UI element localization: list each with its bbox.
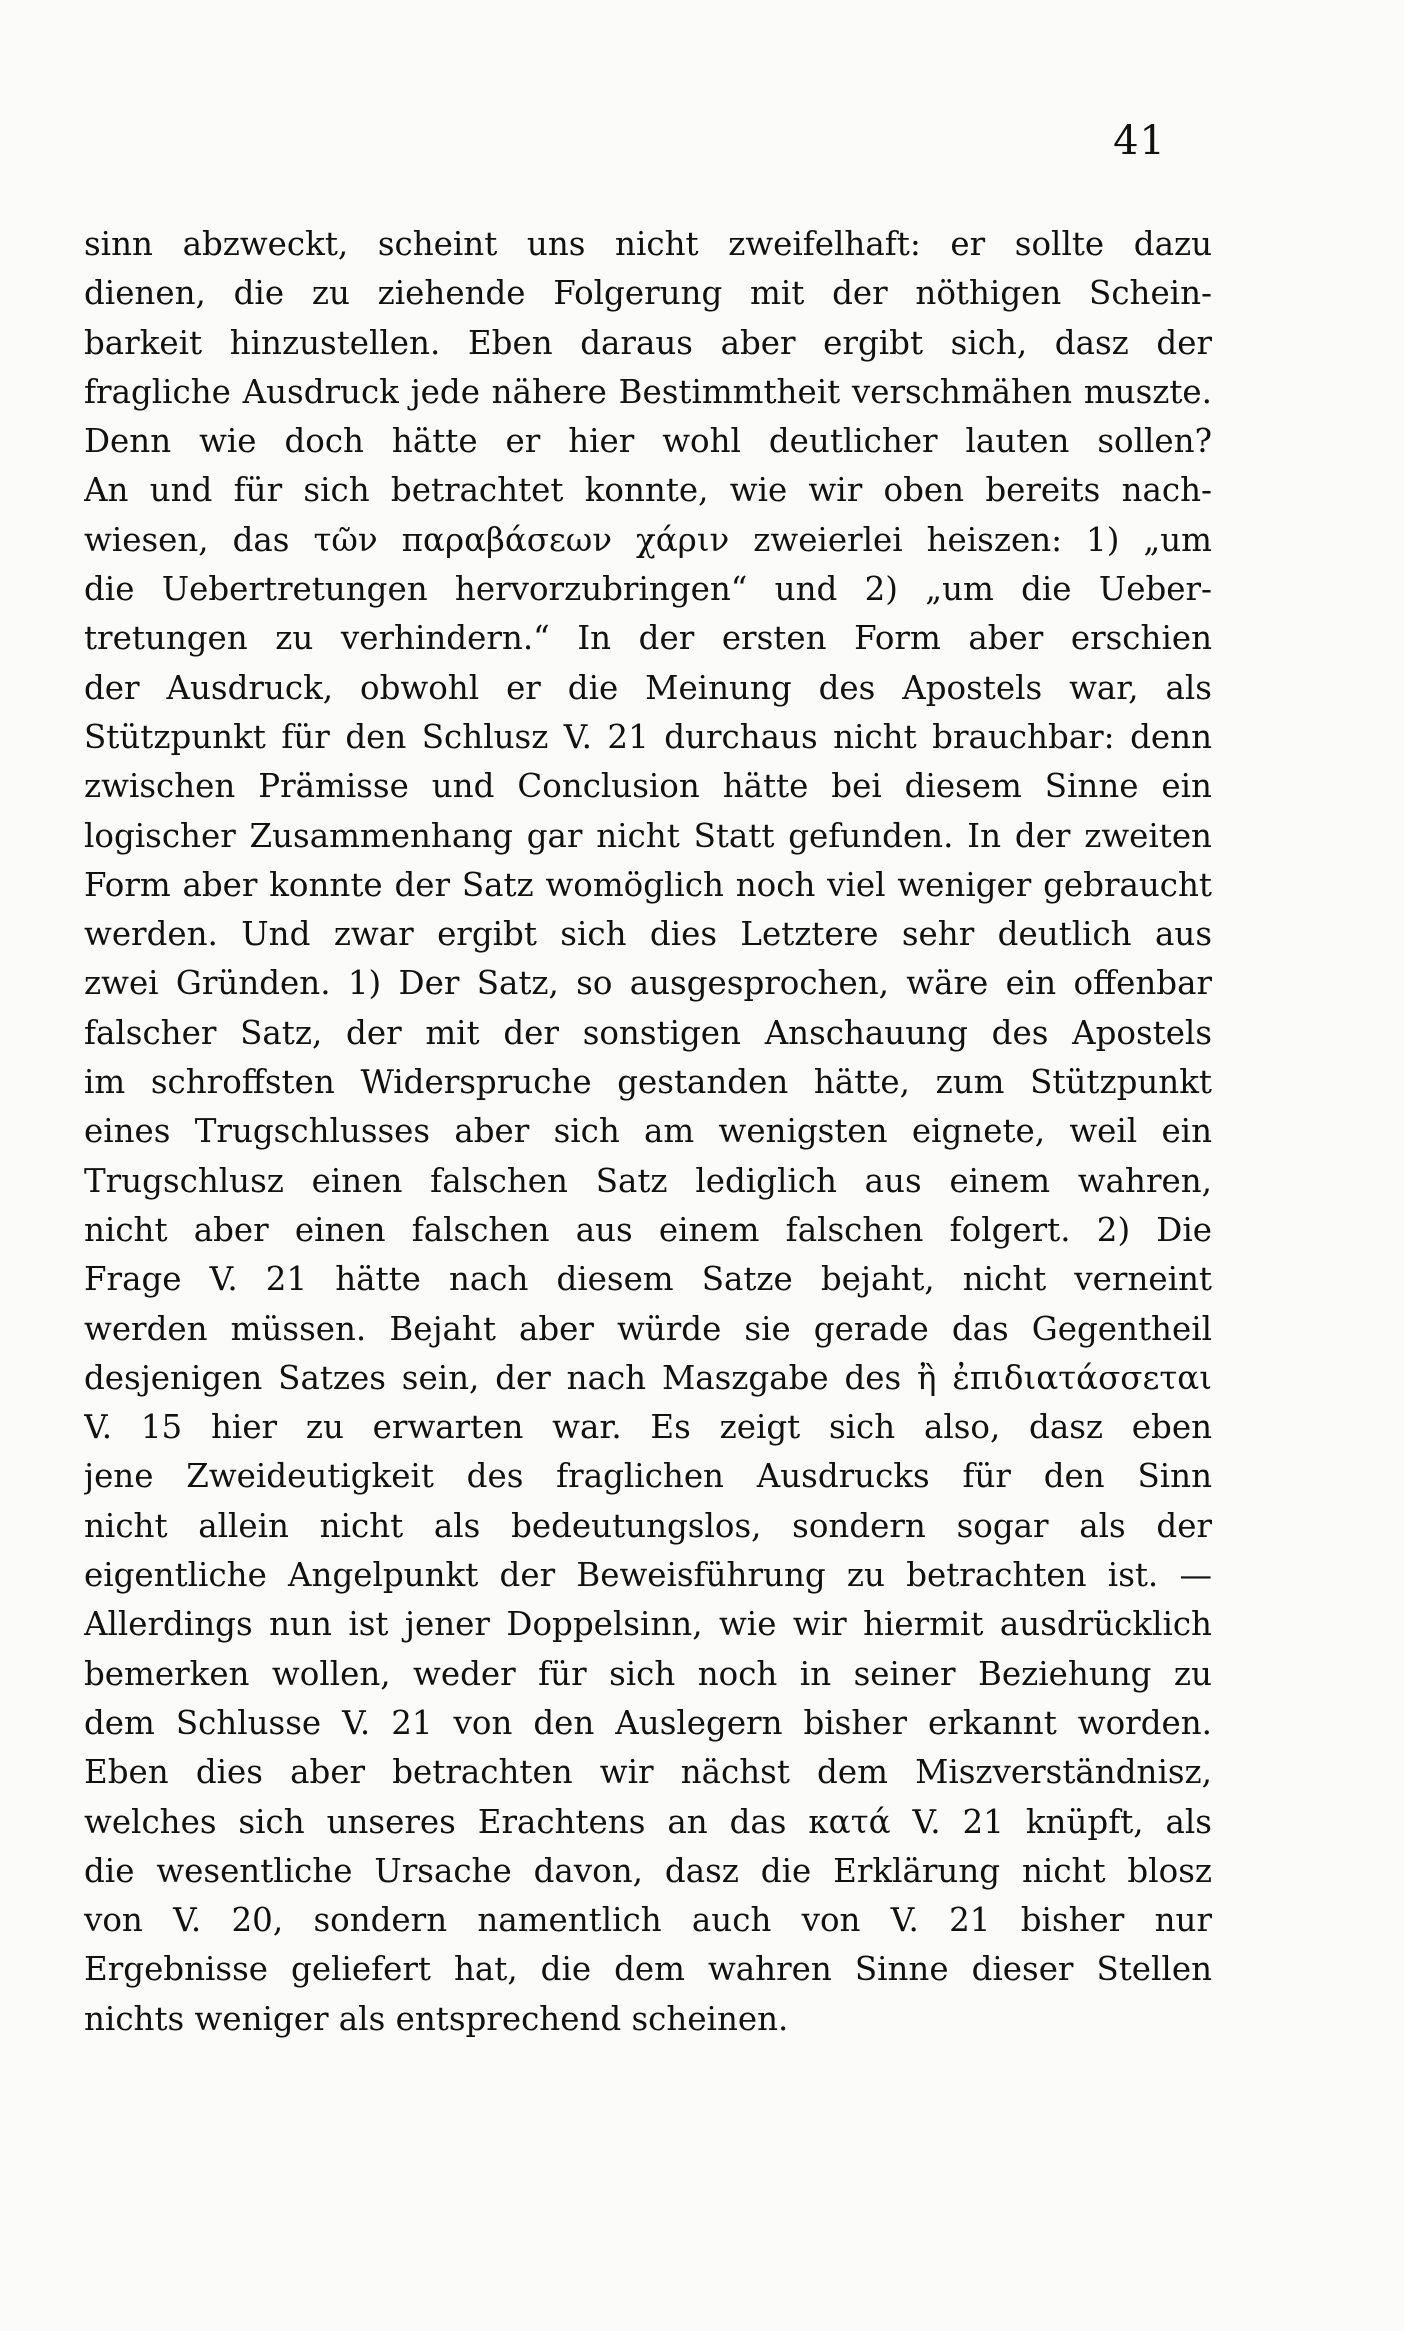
- text-line: desjenigen Satzes sein, der nach Maszgabe des ἢ ἐπιδιατάσσεται: [84, 1358, 1212, 1397]
- text-line: Stützpunkt für den Schlusz V. 21 durchaus nicht brauchbar: denn: [84, 717, 1212, 756]
- text-line: nicht allein nicht als bedeutungslos, sondern sogar als der: [84, 1506, 1212, 1545]
- text-line: bemerken wollen, weder für sich noch in seiner Beziehung zu: [84, 1654, 1212, 1693]
- text-line: tretungen zu verhindern.“ In der ersten Form aber erschien: [84, 619, 1212, 658]
- text-line: dienen, die zu ziehende Folgerung mit der nöthigen Schein-: [84, 274, 1212, 313]
- text-line: Ergebnisse geliefert hat, die dem wahren Sinne dieser Stellen: [84, 1950, 1212, 1989]
- text-line: Trugschlusz einen falschen Satz lediglich aus einem wahren,: [84, 1161, 1212, 1200]
- text-line: Allerdings nun ist jener Doppelsinn, wie wir hiermit ausdrücklich: [84, 1605, 1212, 1644]
- text-line: im schroffsten Widerspruche gestanden hätte, zum Stützpunkt: [84, 1063, 1212, 1102]
- text-line: logischer Zusammenhang gar nicht Statt gefunden. In der zweiten: [84, 816, 1212, 855]
- text-line: Frage V. 21 hätte nach diesem Satze bejaht, nicht verneint: [84, 1260, 1212, 1299]
- text-line: von V. 20, sondern namentlich auch von V. 21 bisher nur: [84, 1901, 1212, 1940]
- text-line: werden. Und zwar ergibt sich dies Letztere sehr deutlich aus: [84, 915, 1212, 954]
- text-line: zwischen Prämisse und Conclusion hätte bei diesem Sinne ein: [84, 767, 1212, 806]
- text-line: Form aber konnte der Satz womöglich noch viel weniger gebraucht: [84, 865, 1212, 904]
- text-line: nicht aber einen falschen aus einem falschen folgert. 2) Die: [84, 1210, 1212, 1249]
- text-line: werden müssen. Bejaht aber würde sie gerade das Gegentheil: [84, 1309, 1212, 1348]
- text-line: der Ausdruck, obwohl er die Meinung des Apostels war, als: [84, 668, 1212, 707]
- text-line: wiesen, das τῶν παραβάσεων χάριν zweierlei heiszen: 1) „um: [84, 520, 1212, 559]
- text-line: fragliche Ausdruck jede nähere Bestimmtheit verschmähen muszte.: [84, 372, 1212, 411]
- text-line: Denn wie doch hätte er hier wohl deutlicher lauten sollen?: [84, 422, 1212, 461]
- text-line: V. 15 hier zu erwarten war. Es zeigt sich also, dasz eben: [84, 1408, 1212, 1447]
- text-line: Eben dies aber betrachten wir nächst dem Miszverständnisz,: [84, 1753, 1212, 1792]
- text-line: zwei Gründen. 1) Der Satz, so ausgesprochen, wäre ein offenbar: [84, 964, 1212, 1003]
- text-line: falscher Satz, der mit der sonstigen Anschauung des Apostels: [84, 1013, 1212, 1052]
- text-line: jene Zweideutigkeit des fraglichen Ausdrucks für den Sinn: [84, 1457, 1212, 1496]
- text-line: welches sich unseres Erachtens an das κατά V. 21 knüpft, als: [84, 1802, 1212, 1841]
- text-line: barkeit hinzustellen. Eben daraus aber ergibt sich, dasz der: [84, 323, 1212, 362]
- text-line: sinn abzweckt, scheint uns nicht zweifelhaft: er sollte dazu: [84, 225, 1212, 263]
- text-line: eigentliche Angelpunkt der Beweisführung zu betrachten ist. —: [84, 1556, 1212, 1595]
- page-number: 41: [1113, 118, 1166, 164]
- text-line: An und für sich betrachtet konnte, wie wir oben bereits nach-: [84, 471, 1212, 510]
- text-line: nichts weniger als entsprechend scheinen.: [84, 1999, 789, 2038]
- text-line: die Uebertretungen hervorzubringen“ und 2) „um die Ueber-: [84, 570, 1212, 609]
- text-line: eines Trugschlusses aber sich am wenigsten eignete, weil ein: [84, 1112, 1212, 1151]
- text-line: dem Schlusse V. 21 von den Auslegern bisher erkannt worden.: [84, 1703, 1212, 1742]
- body-text: [84, 220, 1212, 2044]
- text-line: die wesentliche Ursache davon, dasz die Erklärung nicht blosz: [84, 1851, 1212, 1890]
